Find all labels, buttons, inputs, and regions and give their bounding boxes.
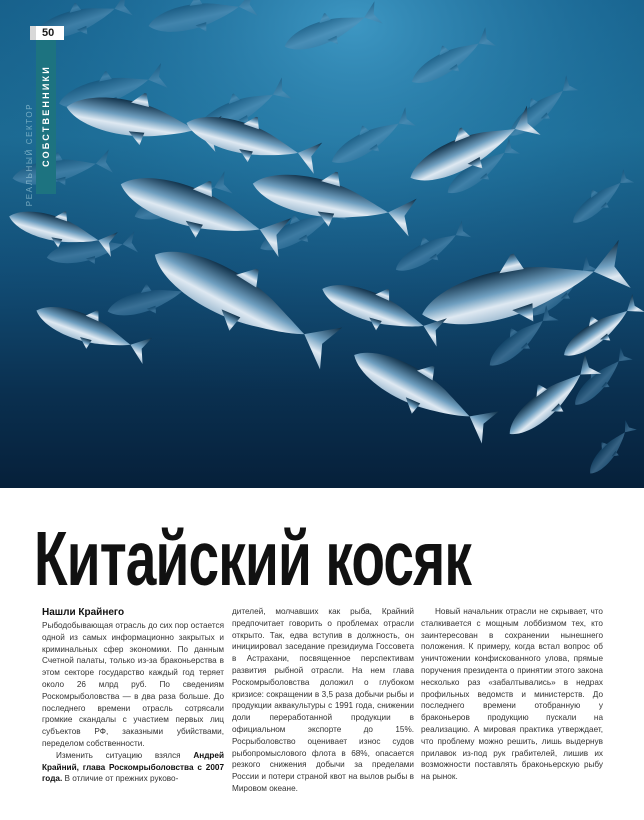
body-column-3	[421, 606, 603, 783]
body-column-2	[232, 606, 414, 795]
body-column-1	[42, 606, 224, 785]
section-tab-label: СОБСТВЕННИКИ	[41, 65, 52, 167]
paragraph	[42, 750, 224, 785]
page-number: 50	[42, 27, 55, 39]
paragraph-lead: Изменить ситуацию взялся	[56, 750, 194, 760]
paragraph-bold: Андрей Крайний, глава Роскомрыболовства с 2007 года.	[42, 750, 224, 784]
article-subhead: Нашли Крайнего	[42, 607, 125, 618]
paragraph-rest: В отличие от прежних руково-	[62, 774, 179, 784]
section-rubric	[24, 40, 36, 280]
section-tab-label-wrap	[36, 38, 56, 194]
paragraph: Новый начальник отрасли не скрывает, что сталкивается с мощным лоббизмом тех, кто заинтересован в сохранении нынешнего положения. К примеру, когда встал вопрос об уничтожении конфискованного улова, прямые поручения президента о принятии этого закона несколько раз «забалтывались» в недрах профильных ведомств и министерств. До последнего времени отобранную у браконьеров продукцию пускали на реализацию. А мировая практика утверждает, что проблему можно решить, лишь выдернув прилавок из-под рук грабителей, лишив их возможности поставлять браконьерскую рыбу на рынок.	[421, 607, 603, 782]
paragraph: дителей, молчавших как рыба, Крайний предпочитает говорить о проблемах отрасли открыто. Так, едва вступив в должность, он инициировал заседание президиума Госсовета в Астрахани, посвященное перспективам развития рыбной отрасли. На нем глава Роскомрыболовства доложил о глубоком кризисе: сокращении в 3,5 раза добычи рыбы и продукции аквакультуры с 1991 года, снижении доли переработанной продукции в официальном экспорте до 15%. Росрыболовство оценивает износ судов рыбопромыслового флота в 68%, опасается резкого снижения добычи за пределами России и потери страной квот на вылов рыбы в Мировом океане.	[232, 607, 414, 793]
section-rubric-label: РЕАЛЬНЫЙ СЕКТОР	[25, 102, 35, 207]
article-headline: Китайский косяк	[34, 515, 472, 602]
paragraph: Рыбодобывающая отрасль до сих пор остается одной из самых информационно закрытых и криминальных сфер экономики. По данным Счетной палаты, только из-за браконьерства в этом секторе государство каждый год теряет около 26 млрд руб. По сведениям Роскомрыболовства — в два раза больше. До последнего времени отрасль сотрясали громкие скандалы с участием первых лиц субъектов РФ, заказными убийствами, переделом собственности.	[42, 621, 224, 748]
